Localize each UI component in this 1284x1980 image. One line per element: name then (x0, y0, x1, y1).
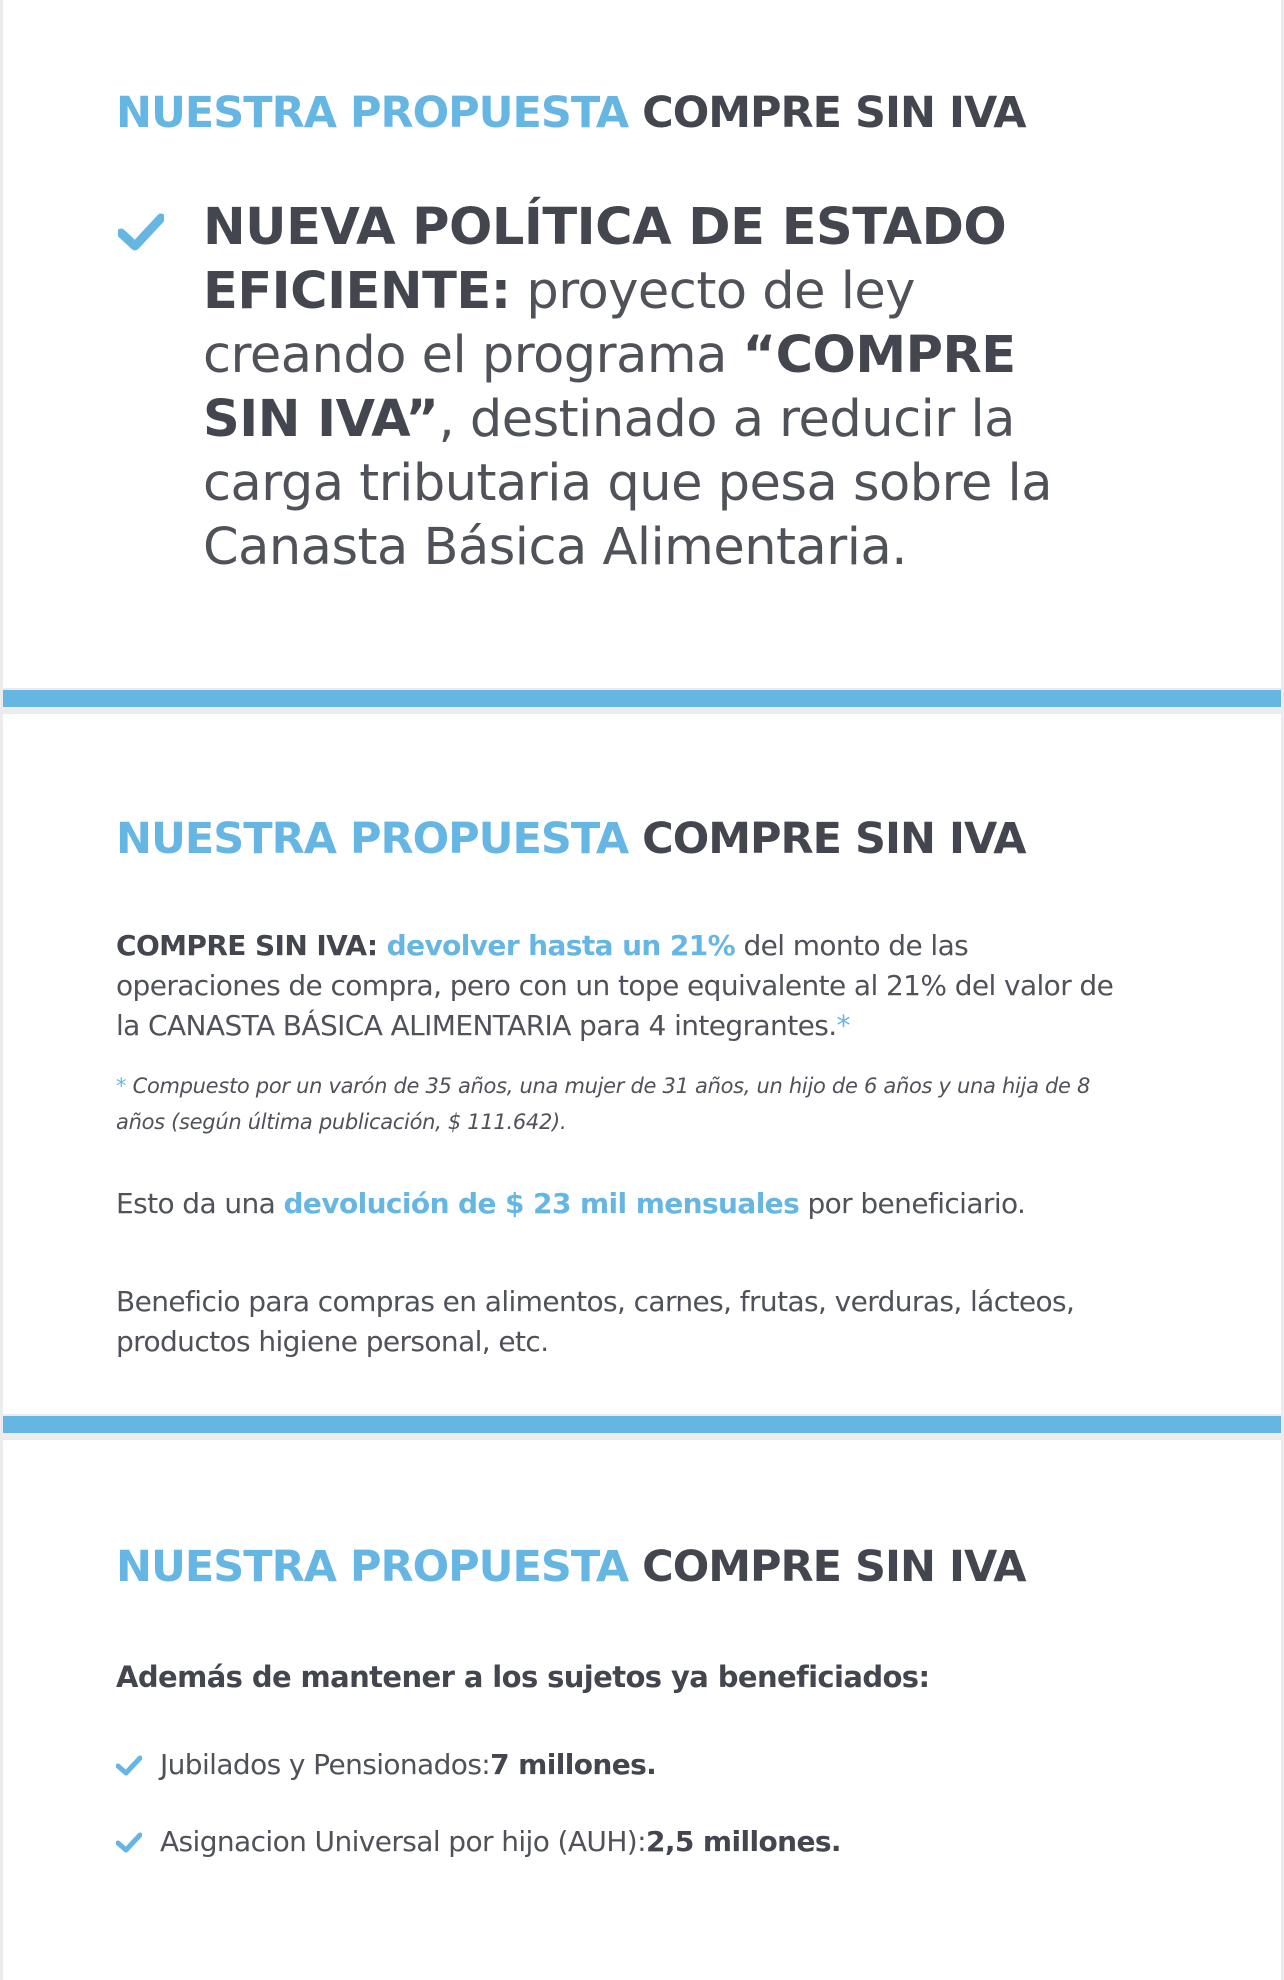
program-text: del monto de las operaciones de compra, pero con un tope equivalente al 21% del valor de la CANASTA BÁSICA ALIMENTARIA para 4 integrantes. (116, 929, 1114, 1042)
footnote-marker: * (836, 1009, 850, 1042)
policy-lead: NUEVA POLÍTICA DE ESTADO EFICIENTE: (203, 198, 1007, 321)
list-item-value: 2,5 millones. (645, 1825, 841, 1858)
refund-amount-highlight: devolución de $ 23 mil mensuales (283, 1187, 800, 1220)
footnote-marker: * (116, 1074, 127, 1098)
checkmark-icon (116, 1754, 142, 1776)
title-main: COMPRE SIN IVA (628, 88, 1026, 138)
slide-2-title (116, 814, 1026, 864)
title-main: COMPRE SIN IVA (628, 1542, 1026, 1592)
checkmark-icon (116, 1831, 142, 1853)
list-item (116, 1825, 841, 1858)
list-item-value: 7 millones. (490, 1748, 657, 1781)
footnote (116, 1068, 1116, 1140)
footnote-text: Compuesto por un varón de 35 años, una mujer de 31 años, un hijo de 6 años y una hija de 8 años (según última publicación, $ 111.642). (116, 1074, 1091, 1134)
divider-bar (3, 1416, 1281, 1433)
program-name: “COMPRE SIN IVA” (203, 326, 1016, 449)
program-description (116, 926, 1116, 1046)
divider-bar (3, 690, 1281, 707)
benefit-description: Beneficio para compras en alimentos, carnes, frutas, verduras, lácteos, productos higiene personal, etc. (116, 1285, 1075, 1358)
policy-statement (203, 196, 1063, 580)
beneficiaries-heading: Además de mantener a los sujetos ya beneficiados: (116, 1660, 930, 1694)
refund-highlight: devolver hasta un 21% (377, 929, 736, 962)
list-item-label: Jubilados y Pensionados: (160, 1748, 491, 1781)
title-highlight: NUESTRA PROPUESTA (116, 88, 629, 138)
slide-1-title (116, 88, 1026, 138)
list-item-label: Asignacion Universal por hijo (AUH): (160, 1825, 646, 1858)
refund-text-2: por beneficiario. (799, 1187, 1026, 1220)
policy-text-1: proyecto de ley creando el programa (203, 262, 915, 385)
program-label: COMPRE SIN IVA: (116, 929, 378, 962)
list-item (116, 1748, 656, 1781)
title-highlight: NUESTRA PROPUESTA (116, 814, 629, 864)
title-main: COMPRE SIN IVA (628, 814, 1026, 864)
slide-3-title (116, 1542, 1026, 1592)
refund-amount (116, 1184, 1116, 1224)
title-highlight: NUESTRA PROPUESTA (116, 1542, 629, 1592)
refund-text-1: Esto da una (116, 1187, 284, 1220)
policy-text-2: , destinado a reducir la carga tributaria que pesa sobre la Canasta Básica Alimentaria. (203, 390, 1052, 577)
slide-3 (3, 1440, 1281, 1980)
checkmark-icon (118, 212, 164, 252)
